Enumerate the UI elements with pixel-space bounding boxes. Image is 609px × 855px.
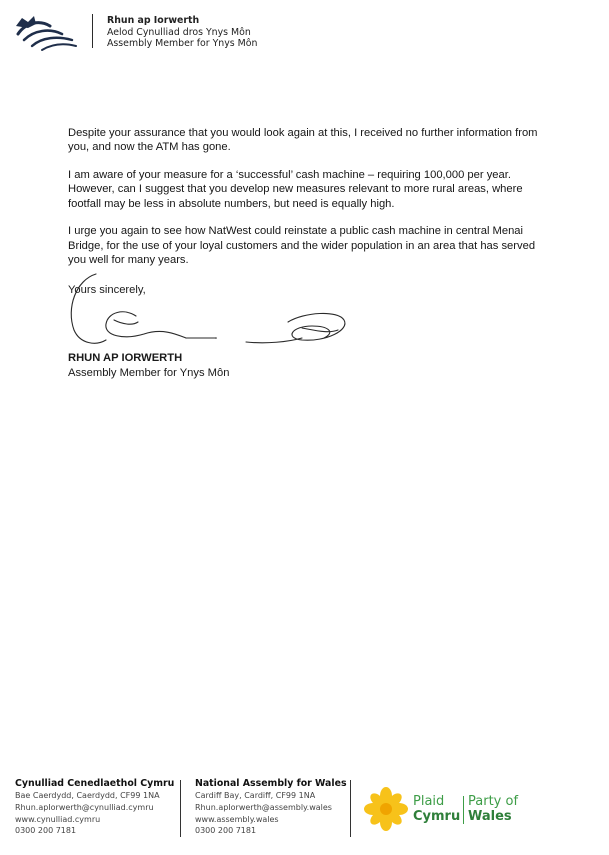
member-role-english: Assembly Member for Ynys Môn [107, 38, 258, 50]
party-english-line1: Party of [468, 794, 519, 809]
footer-divider [180, 780, 181, 837]
signer-name: RHUN AP IORWERTH [68, 352, 183, 364]
letter-body [68, 126, 548, 281]
letterhead [107, 15, 257, 50]
member-name: Rhun ap Iorwerth [107, 15, 200, 26]
party-english-line2: Wales [468, 809, 512, 824]
header-divider [92, 14, 93, 48]
handwritten-signature [66, 268, 356, 350]
party-name-welsh [413, 794, 460, 824]
footer-english-phone: 0300 200 7181 [195, 826, 257, 836]
party-divider [463, 796, 464, 824]
footer-welsh-title: Cynulliad Cenedlaethol Cymru [15, 778, 175, 789]
footer-welsh-email[interactable]: Rhun.apIorwerth@cynulliad.cymru [15, 802, 154, 812]
paragraph-3: I urge you again to see how NatWest could reinstate a public cash machine in central Menai Bridge, for the use of your loyal customers and the wider population in an area that has served you well for many years. [68, 225, 536, 267]
footer-welsh-website[interactable]: www.cynulliad.cymru [15, 814, 101, 824]
party-name-english [468, 794, 518, 824]
footer-welsh-phone: 0300 200 7181 [15, 826, 77, 836]
footer-welsh-street: Bae Caerdydd, Caerdydd, CF99 1NA [15, 791, 160, 800]
party-welsh-line1: Plaid [413, 794, 445, 809]
signer-title: Assembly Member for Ynys Môn [68, 367, 230, 379]
paragraph-1: Despite your assurance that you would look again at this, I received no further information from you, and now the ATM has gone. [68, 127, 538, 154]
party-welsh-line2: Cymru [413, 809, 461, 824]
footer-english-email[interactable]: Rhun.apIorwerth@assembly.wales [195, 802, 332, 812]
footer-english-title: National Assembly for Wales [195, 778, 347, 789]
member-role-welsh: Aelod Cynulliad dros Ynys Môn [107, 26, 251, 38]
footer-english-website[interactable]: www.assembly.wales [195, 814, 279, 824]
dragon-emblem-icon [14, 12, 78, 52]
footer-divider [350, 780, 351, 837]
daffodil-icon [364, 787, 408, 831]
footer-welsh-address [15, 777, 174, 837]
footer-english-address [195, 777, 347, 837]
paragraph-2: I am aware of your measure for a ‘successful’ cash machine – requiring 100,000 per year. However, can I suggest that you develop new measures relevant to more rural areas, where footfall may be less in absolute numbers, but need is equally high. [68, 169, 523, 210]
footer-english-street: Cardiff Bay, Cardiff, CF99 1NA [195, 791, 316, 800]
closing-line: Yours sincerely, [68, 284, 146, 296]
